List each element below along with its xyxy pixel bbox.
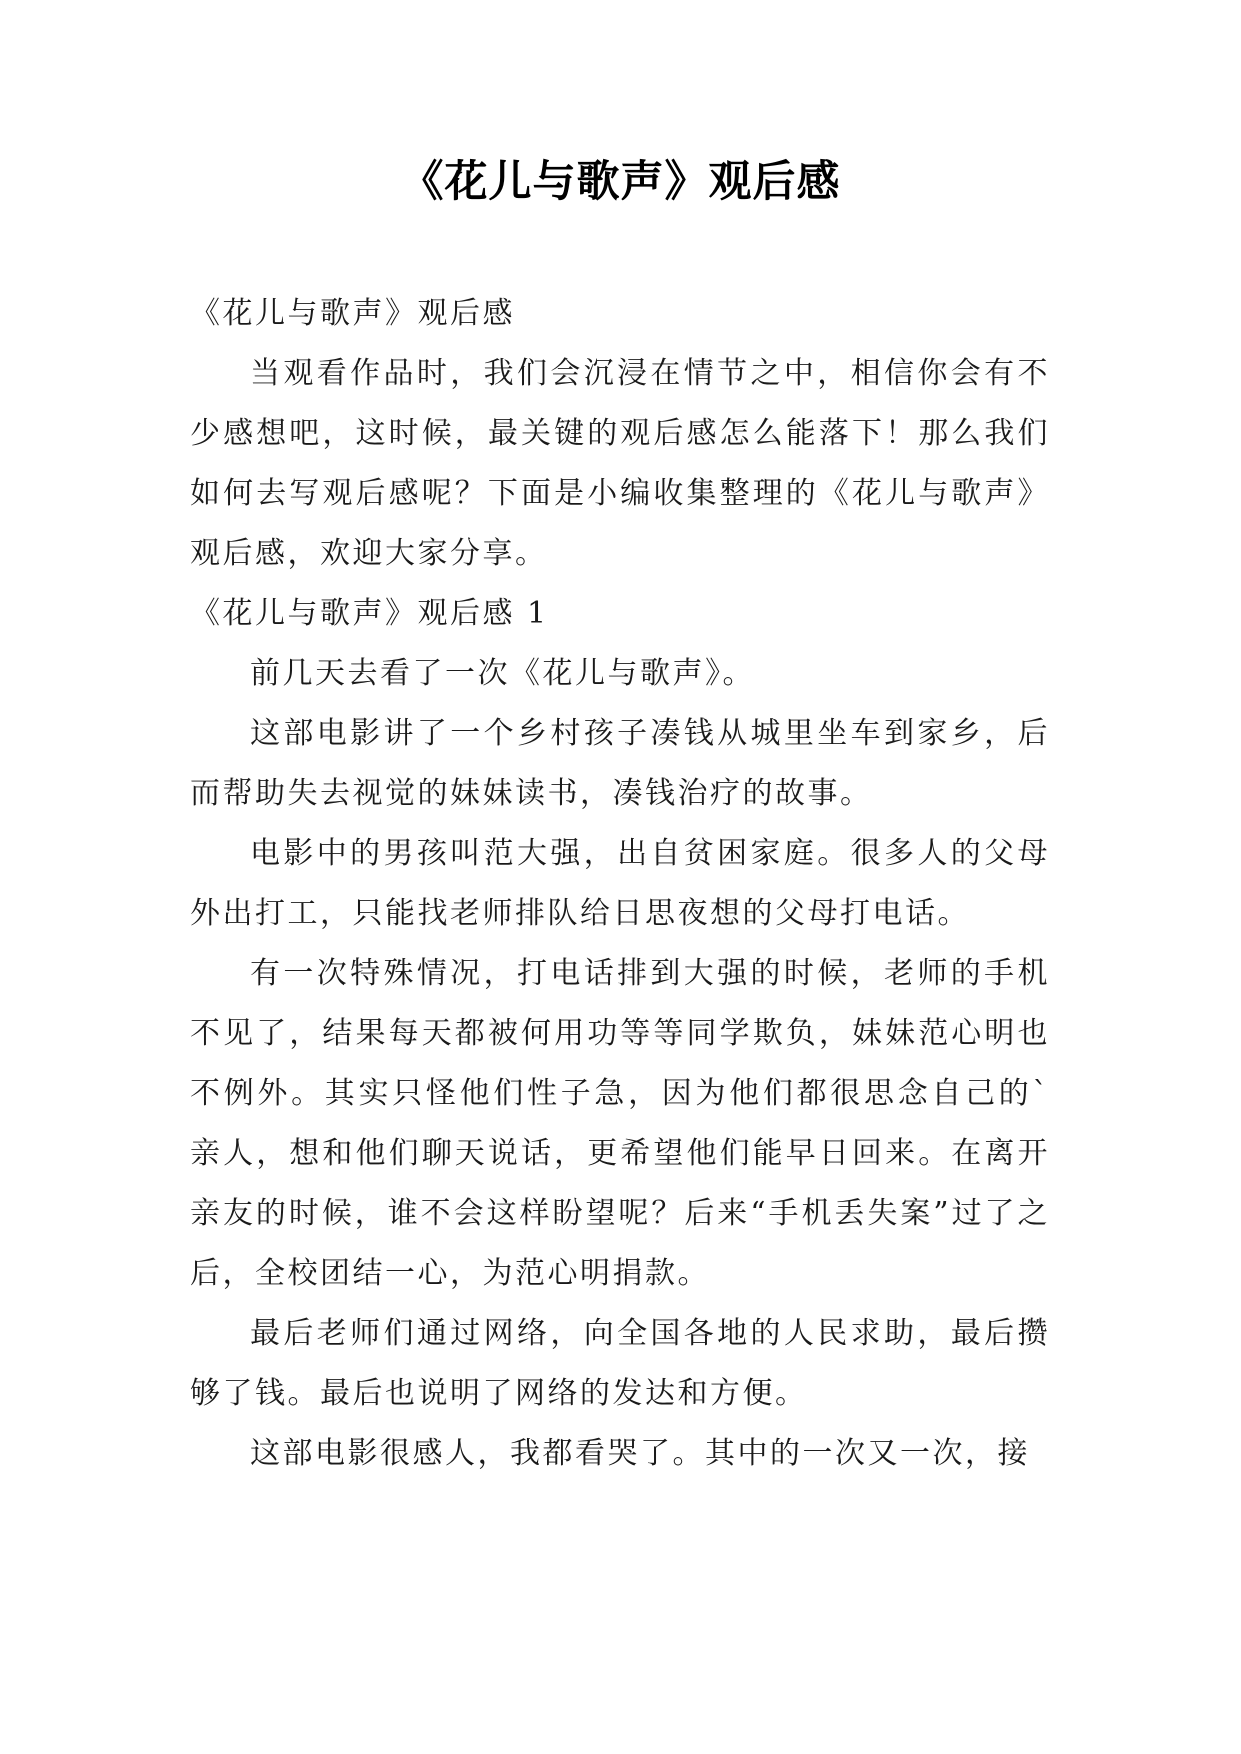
document-title: 《花儿与歌声》观后感 (400, 157, 841, 207)
document-subtitle: 《花儿与歌声》观后感 (190, 296, 515, 331)
paragraph-4: 有一次特殊情况，打电话排到大强的时候，老师的手机不见了，结果每天都被何用功等等同学欺负，妹妹范心明也不例外。其实只怪他们性子急，因为他们都很思念自己的`亲人，想和他们聊天说话，更希望他们能早日回来。在离开亲友的时候，谁不会这样盼望呢？后来“手机丢失案”过了之后，全校团结一心，为范心明捐款。 (190, 956, 1050, 1291)
section-heading: 《花儿与歌声》观后感 1 (190, 596, 549, 631)
paragraph-5: 最后老师们通过网络，向全国各地的人民求助，最后攒够了钱。最后也说明了网络的发达和方便。 (190, 1316, 1050, 1411)
paragraph-6: 这部电影很感人，我都看哭了。其中的一次又一次，接 (250, 1436, 1030, 1471)
paragraph-1: 前几天去看了一次《花儿与歌声》。 (250, 656, 755, 691)
paragraph-3: 电影中的男孩叫范大强，出自贫困家庭。很多人的父母外出打工，只能找老师排队给日思夜想的父母打电话。 (190, 836, 1050, 931)
paragraph-2: 这部电影讲了一个乡村孩子凑钱从城里坐车到家乡，后而帮助失去视觉的妹妹读书，凑钱治疗的故事。 (190, 716, 1050, 811)
intro-paragraph: 当观看作品时，我们会沉浸在情节之中，相信你会有不少感想吧，这时候，最关键的观后感怎么能落下！那么我们如何去写观后感呢？下面是小编收集整理的《花儿与歌声》观后感，欢迎大家分享。 (190, 356, 1050, 571)
document-body (190, 284, 1050, 1484)
